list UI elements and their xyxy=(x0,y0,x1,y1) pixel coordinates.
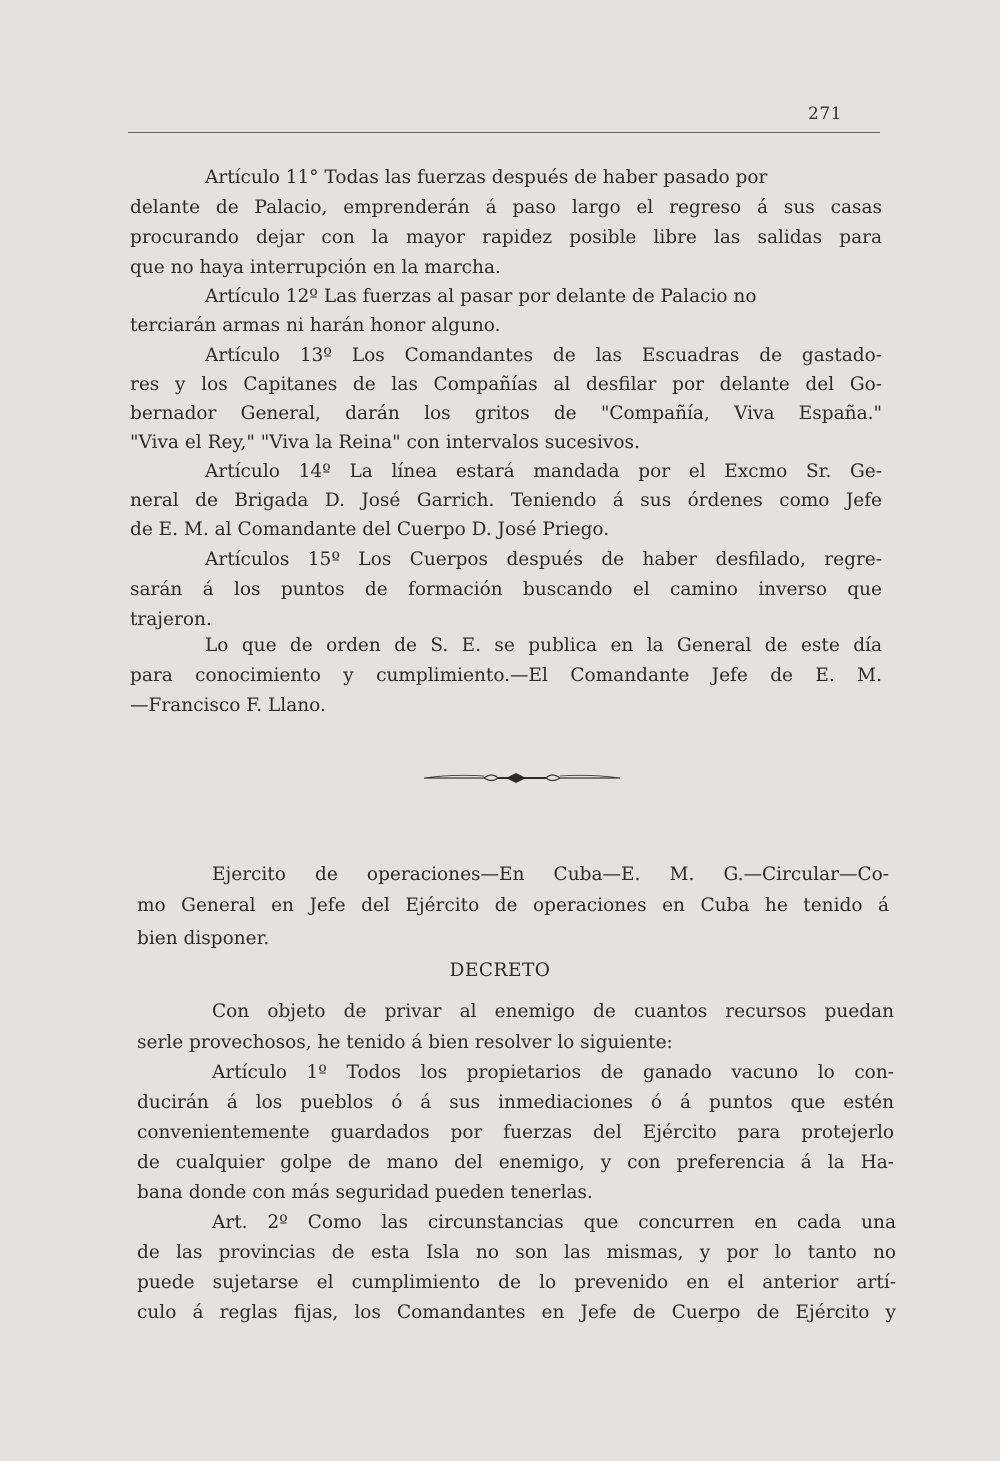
text-line: Ejercito de operaciones—En Cuba—E. M. G.—Circular—Co- xyxy=(212,864,889,885)
text-line: convenientemente guardados por fuerzas del Ejército para protejerlo xyxy=(137,1122,894,1143)
text-line: Artículo 11° Todas las fuerzas después de haber pasado por xyxy=(205,167,768,188)
text-line: de cualquier golpe de mano del enemigo, y con preferencia á la Ha- xyxy=(137,1152,894,1173)
text-line: mo General en Jefe del Ejército de operaciones en Cuba he tenido á xyxy=(137,895,889,916)
text-line: terciarán armas ni harán honor alguno. xyxy=(130,315,501,336)
text-line: ducirán á los pueblos ó á sus inmediaciones ó á puntos que estén xyxy=(137,1092,894,1113)
text-line: serle provechosos, he tenido á bien resolver lo siguiente: xyxy=(137,1032,673,1053)
text-line: de las provincias de esta Isla no son las mismas, y por lo tanto no xyxy=(137,1242,896,1263)
header-rule xyxy=(128,132,880,133)
text-line: puede sujetarse el cumplimiento de lo prevenido en el anterior artí- xyxy=(137,1272,896,1293)
text-line: Artículo 12º Las fuerzas al pasar por delante de Palacio no xyxy=(205,286,757,307)
page-number: 271 xyxy=(808,104,842,124)
text-line: Artículo 13º Los Comandantes de las Escuadras de gastado- xyxy=(205,345,882,366)
text-line: res y los Capitanes de las Compañías al desfilar por delante del Go- xyxy=(130,374,882,395)
text-line: procurando dejar con la mayor rapidez posible libre las salidas para xyxy=(130,227,882,248)
text-line: bernador General, darán los gritos de "Compañía, Viva España." xyxy=(130,403,882,424)
text-line: delante de Palacio, emprenderán á paso largo el regreso á sus casas xyxy=(130,197,882,218)
text-line: de E. M. al Comandante del Cuerpo D. José Priego. xyxy=(130,519,610,540)
text-line: culo á reglas fijas, los Comandantes en Jefe de Cuerpo de Ejército y xyxy=(137,1302,896,1323)
ornament-divider xyxy=(424,768,620,786)
text-line: Artículo 14º La línea estará mandada por el Excmo Sr. Ge- xyxy=(205,461,882,482)
text-line: bien disponer. xyxy=(137,928,270,949)
text-line: sarán á los puntos de formación buscando el camino inverso que xyxy=(130,579,882,600)
text-line: trajeron. xyxy=(130,609,212,630)
text-line: para conocimiento y cumplimiento.—El Comandante Jefe de E. M. xyxy=(130,665,882,686)
text-line: —Francisco F. Llano. xyxy=(130,695,326,716)
decree-heading: DECRETO xyxy=(449,960,551,981)
text-line: Lo que de orden de S. E. se publica en la General de este día xyxy=(205,635,882,656)
text-line: Art. 2º Como las circunstancias que concurren en cada una xyxy=(212,1212,896,1233)
text-line: Artículo 1º Todos los propietarios de ganado vacuno lo con- xyxy=(212,1062,894,1083)
text-line: neral de Brigada D. José Garrich. Teniendo á sus órdenes como Jefe xyxy=(130,490,882,511)
text-line: Artículos 15º Los Cuerpos después de haber desfilado, regre- xyxy=(205,549,882,570)
text-line: "Viva el Rey," "Viva la Reina" con intervalos sucesivos. xyxy=(130,432,640,453)
text-line: bana donde con más seguridad pueden tenerlas. xyxy=(137,1182,593,1203)
text-line: que no haya interrupción en la marcha. xyxy=(130,257,501,278)
text-line: Con objeto de privar al enemigo de cuantos recursos puedan xyxy=(212,1001,894,1022)
